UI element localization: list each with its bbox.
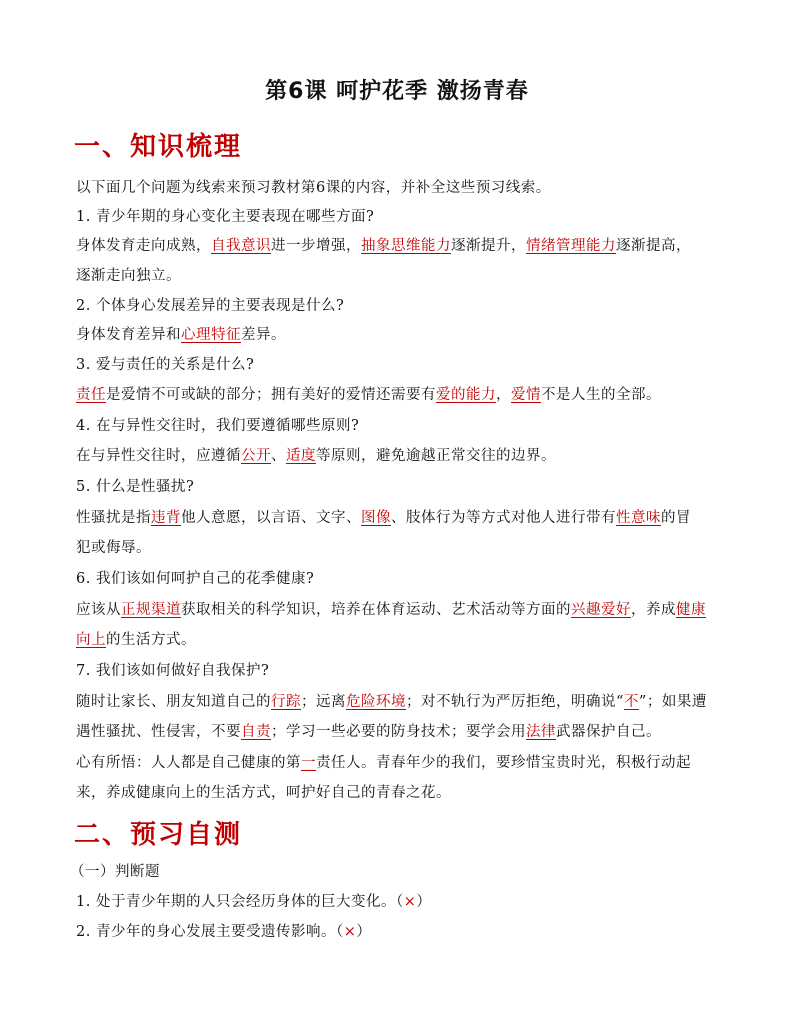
question-3: 3. 爱与责任的关系是什么? <box>76 357 255 373</box>
text: 获取相关的科学知识，培养在体育运动、艺术活动等方面的 <box>181 602 571 618</box>
text: 武器保护自己。 <box>556 724 661 740</box>
question-6: 6. 我们该如何呵护自己的花季健康? <box>76 571 315 587</box>
answer-blank: 健康 <box>676 602 706 618</box>
text: 在与异性交往时，应遵循 <box>76 448 241 464</box>
answer-blank: 向上 <box>76 632 106 648</box>
question-5: 5. 什么是性骚扰? <box>76 479 195 495</box>
question-4: 4. 在与异性交往时，我们要遵循哪些原则? <box>76 418 360 434</box>
answer-5-line-2: 犯或侮辱。 <box>76 540 151 556</box>
answer-blank: 情绪管理能力 <box>526 238 616 254</box>
summary-line-2: 来，养成健康向上的生活方式，呵护好自己的青春之花。 <box>76 785 451 801</box>
answer-1-line-1 <box>76 236 726 256</box>
text: 他人意愿，以言语、文字、 <box>181 510 361 526</box>
answer-7-line-1 <box>76 692 726 712</box>
answer-blank: 兴趣爱好 <box>571 602 631 618</box>
answer-blank: 法律 <box>526 724 556 740</box>
answer-blank: 一 <box>301 755 316 771</box>
subsection-true-false: （一）判断题 <box>70 864 160 880</box>
text: 身体发育差异和 <box>76 327 181 343</box>
text: 应该从 <box>76 602 121 618</box>
text: 差异。 <box>241 327 286 343</box>
section-heading-knowledge: 一、知识梳理 <box>74 132 243 162</box>
answer-1-line-2: 逐渐走向独立。 <box>76 268 181 284</box>
text: ”；如果遭 <box>638 694 707 710</box>
true-false-item-1 <box>76 892 726 912</box>
text: ；学习一些必要的防身技术；要学会用 <box>271 724 526 740</box>
text: 进一步增强， <box>271 238 361 254</box>
text: 1. 处于青少年期的人只会经历身体的巨大变化。（ <box>76 894 404 910</box>
intro-text: 以下面几个问题为线索来预习教材第6课的内容，并补全这些预习线索。 <box>76 180 551 196</box>
lesson-title: 第6课 呵护花季 激扬青春 <box>265 79 529 104</box>
text: 不是人生的全部。 <box>541 387 661 403</box>
answer-6-line-1 <box>76 600 726 620</box>
question-7: 7. 我们该如何做好自我保护? <box>76 663 270 679</box>
question-2: 2. 个体身心发展差异的主要表现是什么? <box>76 298 345 314</box>
text: ） <box>356 924 372 940</box>
text: ） <box>416 894 432 910</box>
text: 性骚扰是指 <box>76 510 151 526</box>
true-false-item-2 <box>76 922 726 942</box>
text: 的生活方式。 <box>106 632 196 648</box>
answer-blank: 不 <box>623 694 639 710</box>
answer-blank: 性意味 <box>616 510 661 526</box>
text: ， <box>496 387 511 403</box>
text: 的冒 <box>661 510 691 526</box>
answer-blank: 心理特征 <box>181 327 241 343</box>
answer-blank: 行踪 <box>271 694 301 710</box>
text: 随时让家长、朋友知道自己的 <box>76 694 271 710</box>
text: 、肢体行为等方式对他人进行带有 <box>391 510 616 526</box>
answer-blank: 公开 <box>241 448 271 464</box>
answer-blank: 责任 <box>76 387 106 403</box>
text: ；对不轨行为严厉拒绝，明确说“ <box>406 694 624 710</box>
text: 是爱情不可或缺的部分；拥有美好的爱情还需要有 <box>106 387 436 403</box>
summary-line-1 <box>76 753 726 773</box>
text: 等原则，避免逾越正常交往的边界。 <box>316 448 556 464</box>
answer-blank: 违背 <box>151 510 181 526</box>
question-1: 1. 青少年期的身心变化主要表现在哪些方面? <box>76 209 375 225</box>
answer-blank: 危险环境 <box>346 694 406 710</box>
answer-3 <box>76 385 726 405</box>
answer-blank: 抽象思维能力 <box>361 238 451 254</box>
section-heading-preview-test: 二、预习自测 <box>74 820 243 850</box>
cross-mark: × <box>343 924 357 940</box>
answer-4 <box>76 446 726 466</box>
text: 、 <box>271 448 286 464</box>
answer-blank: 爱情 <box>511 387 541 403</box>
text: 遇性骚扰、性侵害，不要 <box>76 724 241 740</box>
answer-7-line-2 <box>76 722 726 742</box>
answer-blank: 图像 <box>361 510 391 526</box>
text: 心有所悟：人人都是自己健康的第 <box>76 755 301 771</box>
text: 逐渐提高， <box>616 238 691 254</box>
answer-5-line-1 <box>76 508 726 528</box>
answer-2 <box>76 325 726 345</box>
answer-blank: 正规渠道 <box>121 602 181 618</box>
cross-mark: × <box>403 894 417 910</box>
text: ；远离 <box>301 694 346 710</box>
answer-blank: 自责 <box>241 724 271 740</box>
answer-6-line-2 <box>76 630 726 650</box>
text: ，养成 <box>631 602 676 618</box>
text: 2. 青少年的身心发展主要受遗传影响。（ <box>76 924 344 940</box>
text: 责任人。青春年少的我们，要珍惜宝贵时光，积极行动起 <box>316 755 691 771</box>
answer-blank: 爱的能力 <box>436 387 496 403</box>
text: 逐渐提升， <box>451 238 526 254</box>
answer-blank: 自我意识 <box>211 238 271 254</box>
answer-blank: 适度 <box>286 448 316 464</box>
text: 身体发育走向成熟， <box>76 238 211 254</box>
